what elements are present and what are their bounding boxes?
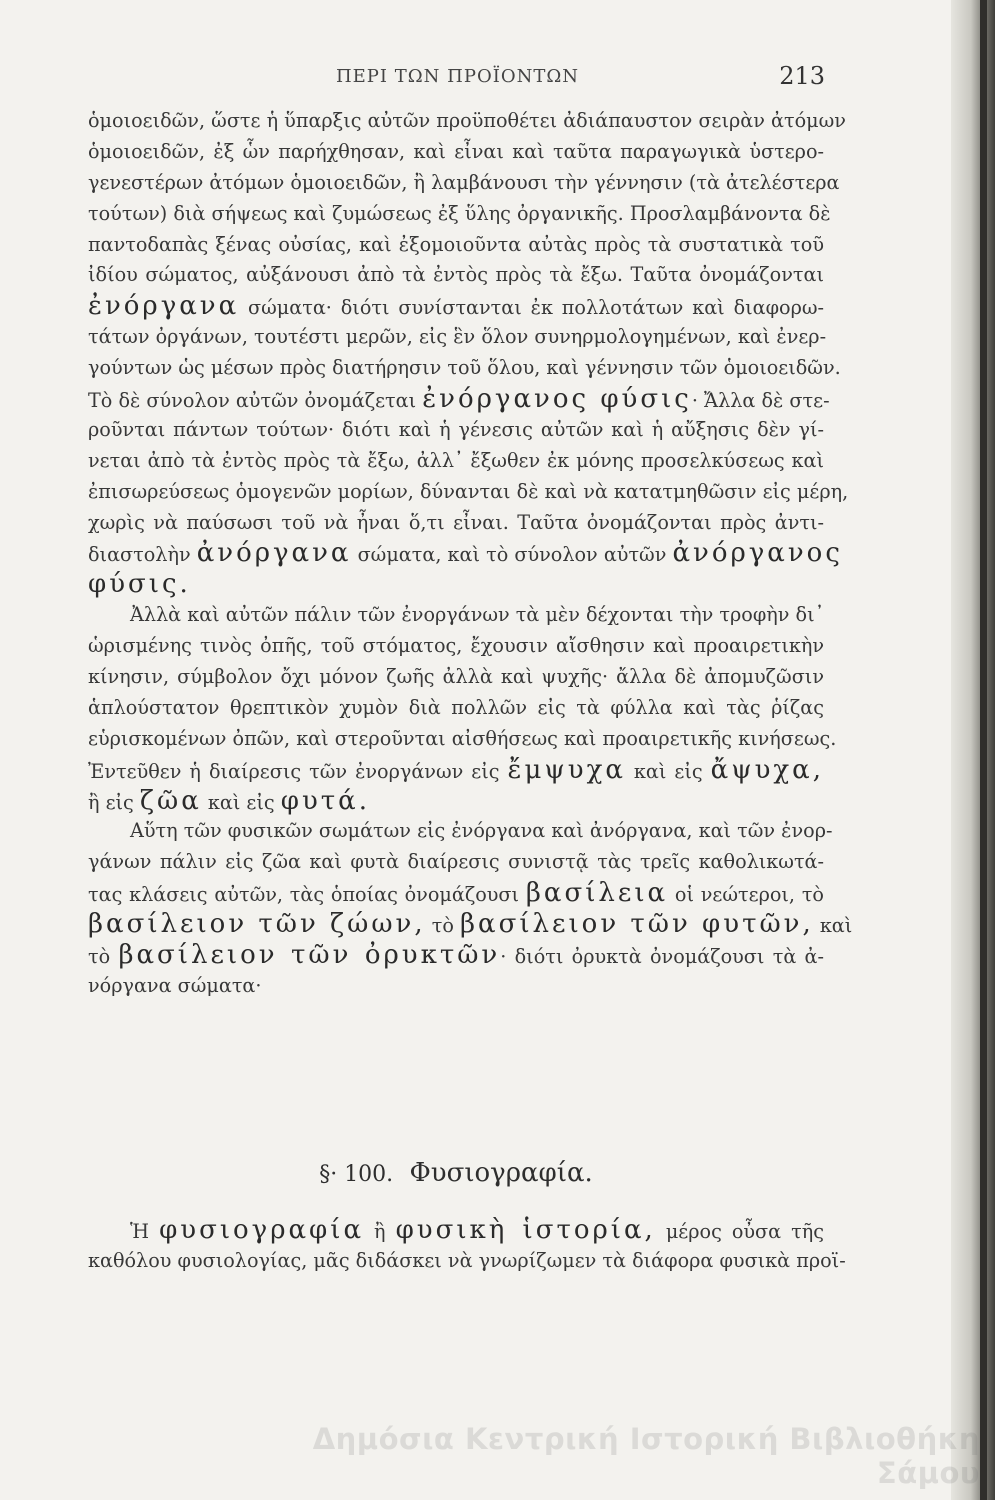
text-line [88, 909, 853, 940]
text-line: γάνων πάλιν εἰς ζῶα καὶ φυτὰ διαίρεσις συνιστᾷ τὰς τρεῖς καθολικωτά- [88, 850, 824, 874]
emphasized-term: βασίλειον τῶν φυτῶν, [460, 909, 814, 940]
emphasized-term: φυσικὴ ἱστορία, [395, 1215, 656, 1245]
text-line: εὑρισκομένων ὀπῶν, καὶ στεροῦνται αἰσθήσεως καὶ προαιρετικῆς κινήσεως. [88, 726, 837, 750]
text-line: ὁμοιοειδῶν, ἐξ ὧν παρήχθησαν, καὶ εἶναι καὶ ταῦτα παραγωγικὰ ὑστερο- [88, 139, 824, 163]
book-spine [980, 0, 987, 1500]
text-line: ἰδίου σώματος, αὐξάνουσι ἀπὸ τὰ ἐντὸς πρὸς τὰ ἔξω. Ταῦτα ὀνομάζονται [88, 263, 824, 287]
text-line: Ἀλλὰ καὶ αὐτῶν πάλιν τῶν ἐνοργάνων τὰ μὲν δέχονται τὴν τροφὴν δι᾽ [130, 603, 825, 627]
text-line: κίνησιν, σύμβολον ὄχι μόνον ζωῆς ἀλλὰ καὶ ψυχῆς· ἄλλα δὲ ἀπομυζῶσιν [88, 665, 824, 689]
emphasized-term: φυσιογραφία [159, 1215, 365, 1245]
section-text [88, 1215, 846, 1277]
line-segment: ἢ εἰς [88, 790, 140, 814]
line-segment: τὸ [425, 914, 460, 938]
emphasized-term: ἄψυχα, [710, 754, 824, 785]
section-title: Φυσιογραφία. [409, 1158, 593, 1188]
line-segment: οἱ νεώτεροι, τὸ [668, 883, 824, 907]
line-segment: Ἐντεῦθεν ἡ διαίρεσις τῶν ἐνοργάνων εἰς [88, 759, 508, 783]
emphasized-term: φύσις. [88, 569, 191, 600]
emphasized-term: ἐνόργανα [88, 291, 240, 322]
line-segment: · διότι ὀρυκτὰ ὀνομάζουσι τὰ ἀ- [500, 945, 824, 969]
emphasized-term: ἔμψυχα [507, 754, 626, 785]
line-segment: καὶ εἰς [625, 759, 711, 783]
text-line: νεται ἀπὸ τὰ ἐντὸς πρὸς τὰ ἔξω, ἀλλ᾽ ἔξωθεν ἐκ μόνης προσελκύσεως καὶ [88, 448, 824, 472]
text-line [88, 1215, 824, 1246]
line-segment: · Ἄλλα δὲ στε- [691, 389, 830, 413]
text-line [88, 291, 824, 322]
emphasized-term: ἐνόργανος φύσις [422, 384, 692, 415]
text-line: ροῦνται πάντων τούτων· διότι καὶ ἡ γένεσις αὐτῶν καὶ ἡ αὔξησις δὲν γί- [88, 417, 824, 441]
text-line [88, 878, 824, 909]
text-line: νόργανα σώματα· [88, 973, 262, 997]
text-line: τούτων) διὰ σήψεως καὶ ζυμώσεως ἐξ ὕλης ὀργανικῆς. Προσλαμβάνοντα δὲ [88, 201, 831, 225]
line-segment: διαστολὴν [88, 543, 197, 567]
text-line [88, 755, 824, 786]
emphasized-term: βασίλειον τῶν ζώων, [88, 909, 426, 940]
line-segment: σώματα· διότι συνίστανται ἐκ πολλοτάτων καὶ διαφορω- [239, 296, 824, 320]
text-line: ἐπισωρεύσεως ὁμογενῶν μορίων, δύνανται δὲ καὶ νὰ κατατμηθῶσιν εἰς μέρη, [88, 479, 849, 503]
emphasized-term: ἀνόργανα [196, 538, 352, 569]
line-segment: σώματα, καὶ τὸ σύνολον αὐτῶν [351, 543, 673, 567]
emphasized-term: βασίλειον τῶν ὀρυκτῶν [118, 940, 501, 971]
line-segment: ἢ [364, 1220, 396, 1243]
running-title: ΠΕΡΙ ΤΩΝ ΠΡΟΪΟΝΤΩΝ [335, 66, 580, 87]
line-segment: μέρος οὖσα τῆς [655, 1220, 824, 1243]
book-binding-edge [951, 0, 995, 1500]
text-line: ὡρισμένης τινὸς ὀπῆς, τοῦ στόματος, ἔχουσιν αἴσθησιν καὶ προαιρετικὴν [88, 634, 824, 658]
section-heading [88, 1158, 824, 1188]
line-segment: τὸ [88, 945, 119, 969]
line-segment: Τὸ δὲ σύνολον αὐτῶν ὀνομάζεται [88, 389, 423, 413]
text-line: Αὕτη τῶν φυσικῶν σωμάτων εἰς ἐνόργανα καὶ ἀνόργανα, καὶ τῶν ἐνορ- [130, 819, 833, 843]
text-line: γούντων ὡς μέσων πρὸς διατήρησιν τοῦ ὅλου, καὶ γέννησιν τῶν ὁμοιοειδῶν. [88, 356, 841, 380]
text-line [88, 786, 824, 817]
line-segment: τας κλάσεις αὐτῶν, τὰς ὁποίας ὀνομάζουσι [88, 883, 526, 907]
text-line [88, 384, 830, 415]
text-line: χωρὶς νὰ παύσωσι τοῦ νὰ ἦναι ὅ,τι εἶναι. Ταῦτα ὀνομάζονται πρὸς ἀντι- [88, 510, 824, 534]
line-segment: καὶ [813, 914, 853, 938]
main-text [88, 106, 853, 1002]
page-number: 213 [779, 62, 825, 90]
text-line [88, 940, 824, 971]
text-line: καθόλου φυσιολογίας, μᾶς διδάσκει νὰ γνωρίζωμεν τὰ διάφορα φυσικὰ προϊ- [88, 1248, 846, 1272]
text-line [88, 538, 843, 569]
line-segment: Ἡ [130, 1220, 160, 1243]
emphasized-term: ἀνόργανος [672, 538, 843, 569]
emphasized-term: φυτά. [280, 785, 370, 816]
page-header [90, 62, 825, 96]
emphasized-term: ζῶα [139, 785, 202, 816]
text-line: ὁμοιοειδῶν, ὥστε ἡ ὕπαρξις αὐτῶν προϋποθέτει ἀδιάπαυστον σειρὰν ἀτόμων [88, 109, 846, 132]
text-line: τάτων ὀργάνων, τουτέστι μερῶν, εἰς ἓν ὅλον συνηρμολογημένων, καὶ ἐνερ- [88, 325, 827, 349]
text-line [88, 569, 824, 600]
line-segment: καὶ εἰς [201, 790, 281, 814]
library-watermark: Δημόσια Κεντρική Ιστορική Βιβλιοθήκη Σάμου [312, 1422, 980, 1490]
emphasized-term: βασίλεια [525, 878, 669, 909]
text-line: παντοδαπὰς ξένας οὐσίας, καὶ ἐξομοιοῦντα αὐτὰς πρὸς τὰ συστατικὰ τοῦ [88, 232, 824, 256]
text-line: γενεστέρων ἀτόμων ὁμοιοειδῶν, ἢ λαμβάνουσι τὴν γέννησιν (τὰ ἀτελέστερα [88, 170, 840, 194]
section-number: §· 100. [319, 1162, 394, 1187]
text-line: ἁπλούστατον θρεπτικὸν χυμὸν διὰ πολλῶν εἰς τὰ φύλλα καὶ τὰς ῥίζας [88, 695, 824, 719]
